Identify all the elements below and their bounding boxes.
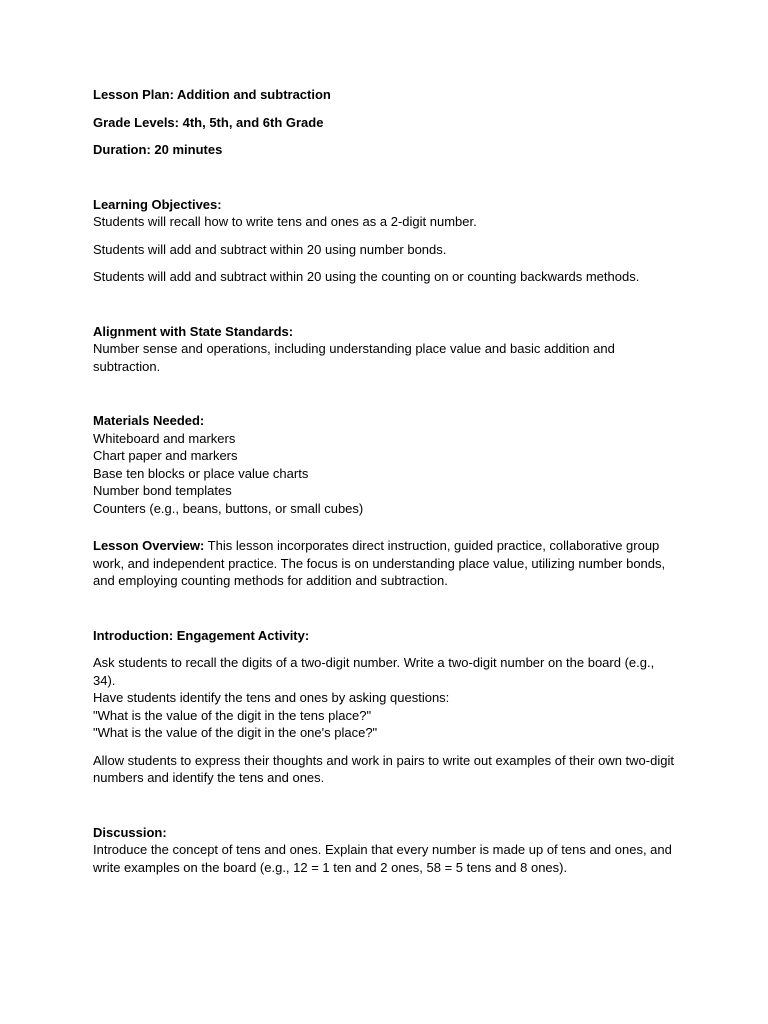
introduction-line: Have students identify the tens and ones by asking questions: [93, 690, 450, 705]
objective-item: Students will add and subtract within 20 using the counting on or counting backwards methods. [93, 269, 640, 284]
material-item: Counters (e.g., beans, buttons, or small cubes) [93, 500, 364, 516]
duration: Duration: 20 minutes [93, 142, 223, 157]
material-item: Chart paper and markers [93, 448, 238, 463]
grade-levels: Grade Levels: 4th, 5th, and 6th Grade [93, 114, 324, 130]
introduction-heading: Introduction: Engagement Activity: [93, 627, 310, 643]
objectives-heading: Learning Objectives: [93, 196, 222, 212]
objective-item: Students will add and subtract within 20 using number bonds. [93, 241, 447, 257]
standards-heading: Alignment with State Standards: [93, 323, 294, 339]
document-page [93, 86, 678, 876]
objective-item: Students will recall how to write tens and ones as a 2-digit number. [93, 214, 477, 229]
introduction-paragraph: Ask students to recall the digits of a two-digit number. Write a two-digit number on the board (e.g., 34). [93, 655, 655, 688]
materials-heading: Materials Needed: [93, 413, 205, 428]
discussion-heading: Discussion: [93, 824, 167, 840]
overview-label: Lesson Overview: [93, 538, 205, 553]
standards-text: Number sense and operations, including understanding place value and basic addition and subtraction. [93, 341, 615, 374]
overview-text: This lesson incorporates direct instruction, guided practice, collaborative group work, and independent practice. The focus is on understanding place value, utilizing number bonds, and employing counting methods for addition and subtraction. [93, 538, 666, 588]
overview-paragraph [93, 537, 678, 590]
introduction-question: "What is the value of the digit in the tens place?" [93, 707, 372, 723]
lesson-title: Lesson Plan: Addition and subtraction [93, 87, 331, 102]
material-item: Whiteboard and markers [93, 430, 236, 446]
discussion-text: Introduce the concept of tens and ones. Explain that every number is made up of tens and ones, and write examples on the board (e.g., 12 = 1 ten and 2 ones, 58 = 5 tens and 8 ones). [93, 842, 672, 875]
material-item: Base ten blocks or place value charts [93, 465, 309, 481]
introduction-paragraph: Allow students to express their thoughts and work in pairs to write out examples of their own two-digit numbers and identify the tens and ones. [93, 752, 674, 785]
material-item: Number bond templates [93, 483, 232, 498]
introduction-question: "What is the value of the digit in the one's place?" [93, 725, 378, 740]
